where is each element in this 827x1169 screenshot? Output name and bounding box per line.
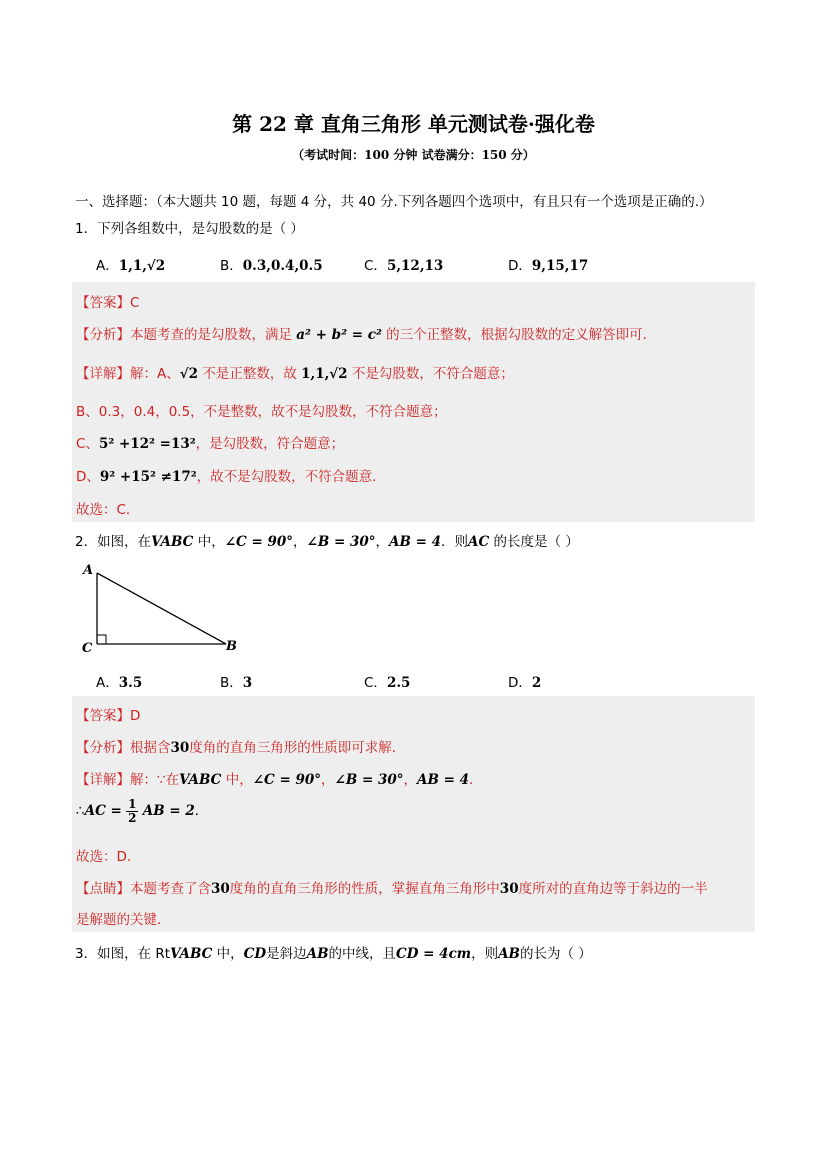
detail-text-end: 不是勾股数，不符合题意； <box>347 366 514 382</box>
triangle-abc: VABC <box>170 946 213 962</box>
question-2-stem <box>75 530 579 550</box>
stem-text: 2．如图，在 <box>75 534 152 550</box>
analysis-text-end: 的三个正整数，根据勾股数的定义解答即可． <box>381 327 657 343</box>
q2-comment-line-1 <box>76 877 708 897</box>
option-letter: D． <box>508 258 532 274</box>
stem-text-end: 的长为（ ） <box>519 946 592 962</box>
detail-text-mid: 不是正整数，故 <box>198 366 302 382</box>
q2-option-b <box>220 671 252 691</box>
detail-text-end: ． <box>469 772 483 788</box>
q1-detail-c <box>76 432 344 452</box>
thirty-degrees: 30 <box>211 881 230 897</box>
detail-text: 中， <box>221 772 253 788</box>
option-value: 2 <box>531 675 542 691</box>
option-value: 5,12,13 <box>386 258 444 274</box>
option-letter: C． <box>364 675 387 691</box>
detail-label: D、 <box>76 469 100 485</box>
stem-text-end: 的长度是（ ） <box>489 534 579 550</box>
q1-answer <box>76 291 139 311</box>
side-ab: AB = 4 <box>417 772 469 788</box>
separator: ， <box>403 772 417 788</box>
q2-answer <box>76 704 140 724</box>
pythagorean-formula: a² + b² = c² <box>296 327 382 343</box>
comment-text: 本题考查了含 <box>130 881 211 897</box>
sqrt-2: √2 <box>179 366 199 382</box>
detail-text-end: ，故不是勾股数，不符合题意． <box>196 469 386 485</box>
comment-tag: 【点睛】 <box>76 881 130 897</box>
angle-c: ∠C = 90° <box>224 534 294 550</box>
detail-text: 解：∵在 <box>130 772 180 788</box>
side-ab: AB <box>498 946 520 962</box>
page-title: 第 22 章 直角三角形 单元测试卷·强化卷 <box>232 112 595 136</box>
option-letter: D． <box>508 675 532 691</box>
q2-option-c <box>364 671 410 691</box>
vertex-label-c: C <box>82 641 93 656</box>
stem-text: ．则 <box>441 534 468 550</box>
segment-cd: CD <box>243 946 267 962</box>
thirty-degrees: 30 <box>499 881 519 897</box>
cd-length: CD = 4cm <box>396 946 472 962</box>
right-angle-mark <box>97 635 106 644</box>
option-value: 3 <box>242 675 253 691</box>
detail-tag: 【详解】 <box>76 366 130 382</box>
stem-text: 的中线，且 <box>328 946 397 962</box>
angle-c: ∠C = 90° <box>252 772 322 788</box>
hypotenuse-ab: AB <box>306 946 329 962</box>
triangle-abc: VABC <box>179 772 222 788</box>
stem-text: ，则 <box>471 946 499 962</box>
number-set: 1,1,√2 <box>301 366 348 382</box>
q1-conclusion: 故选：C． <box>76 502 140 518</box>
fraction-numerator: 1 <box>128 797 137 811</box>
formula-c: 5² +12² =13² <box>98 436 196 452</box>
option-letter: A． <box>96 258 119 274</box>
option-value: 2.5 <box>386 675 411 691</box>
comment-text: 度角的直角三角形的性质，掌握直角三角形中 <box>229 881 500 897</box>
separator: ， <box>293 534 307 550</box>
option-value: 3.5 <box>118 675 143 691</box>
analysis-text-end: 度角的直角三角形的性质即可求解． <box>189 740 406 756</box>
detail-tag: 【详解】 <box>76 772 130 788</box>
answer-value: D <box>130 708 141 724</box>
separator: ， <box>321 772 335 788</box>
analysis-tag: 【分析】 <box>76 327 130 343</box>
q1-option-d <box>508 254 588 274</box>
option-value: 9,15,17 <box>531 258 589 274</box>
detail-text-end: ，是勾股数，符合题意； <box>195 436 345 452</box>
stem-text: 是斜边 <box>266 946 307 962</box>
side-ab: AB = 4 <box>389 534 441 550</box>
q1-analysis <box>76 323 656 343</box>
calc-rhs: AB = 2 <box>142 803 195 820</box>
angle-b: ∠B = 30° <box>334 772 404 788</box>
option-value: 1,1,√2 <box>118 258 166 274</box>
option-letter: B． <box>220 675 243 691</box>
q2-conclusion: 故选：D． <box>76 849 141 865</box>
thirty-degrees: 30 <box>170 740 190 756</box>
q2-option-a <box>96 671 142 691</box>
side-ab-line <box>97 573 226 644</box>
analysis-text: 本题考查的是勾股数，满足 <box>130 327 297 343</box>
q2-analysis <box>76 736 405 756</box>
q1-option-a <box>96 254 165 274</box>
option-value: 0.3,0.4,0.5 <box>242 258 323 274</box>
detail-label: C、 <box>76 436 99 452</box>
option-letter: C． <box>364 258 387 274</box>
separator: ， <box>375 534 389 550</box>
stem-text: 3．如图，在 Rt <box>75 946 171 962</box>
fraction-denominator: 2 <box>128 810 137 825</box>
calc-lhs: AC = <box>84 803 122 820</box>
q1-detail-d <box>76 465 386 485</box>
vertex-label-b: B <box>226 639 237 654</box>
q2-comment-line-2: 是解题的关键． <box>76 912 171 928</box>
stem-text: 中， <box>212 946 244 962</box>
comment-text-end: 度所对的直角边等于斜边的一半 <box>518 881 708 897</box>
therefore-symbol: ∴ <box>76 803 85 820</box>
page-subtitle: （考试时间：100 分钟 试卷满分：150 分） <box>292 148 535 162</box>
stem-text: 中， <box>193 534 225 550</box>
question-3-stem <box>75 942 592 962</box>
formula-d: 9² +15² ≠17² <box>99 469 197 485</box>
triangle-abc: VABC <box>151 534 194 550</box>
analysis-text: 根据含 <box>130 740 171 756</box>
q1-detail-b: B、0.3，0.4，0.5，不是整数，故不是勾股数，不符合题意； <box>76 404 447 420</box>
angle-b: ∠B = 30° <box>306 534 376 550</box>
answer-value: C <box>130 295 140 311</box>
answer-tag: 【答案】 <box>76 708 130 724</box>
section-heading: 一、选择题：（本大题共 10 题，每题 4 分，共 40 分.下列各题四个选项中，有且只有一个选项是正确的.） <box>75 194 713 210</box>
q1-detail-a <box>76 362 514 382</box>
option-letter: B． <box>220 258 243 274</box>
vertex-label-a: A <box>83 563 94 578</box>
one-half-fraction <box>126 798 138 824</box>
q2-option-d <box>508 671 541 691</box>
q2-detail <box>76 768 483 788</box>
question-1-stem: 1．下列各组数中，是勾股数的是（ ） <box>75 221 304 237</box>
q2-calculation <box>76 798 208 824</box>
analysis-tag: 【分析】 <box>76 740 130 756</box>
side-ac: AC <box>468 534 490 550</box>
option-letter: A． <box>96 675 119 691</box>
calc-end: ． <box>194 803 209 820</box>
q1-option-b <box>220 254 323 274</box>
triangle-figure <box>78 560 248 658</box>
detail-text: 解：A、 <box>130 366 180 382</box>
q1-option-c <box>364 254 443 274</box>
answer-tag: 【答案】 <box>76 295 130 311</box>
